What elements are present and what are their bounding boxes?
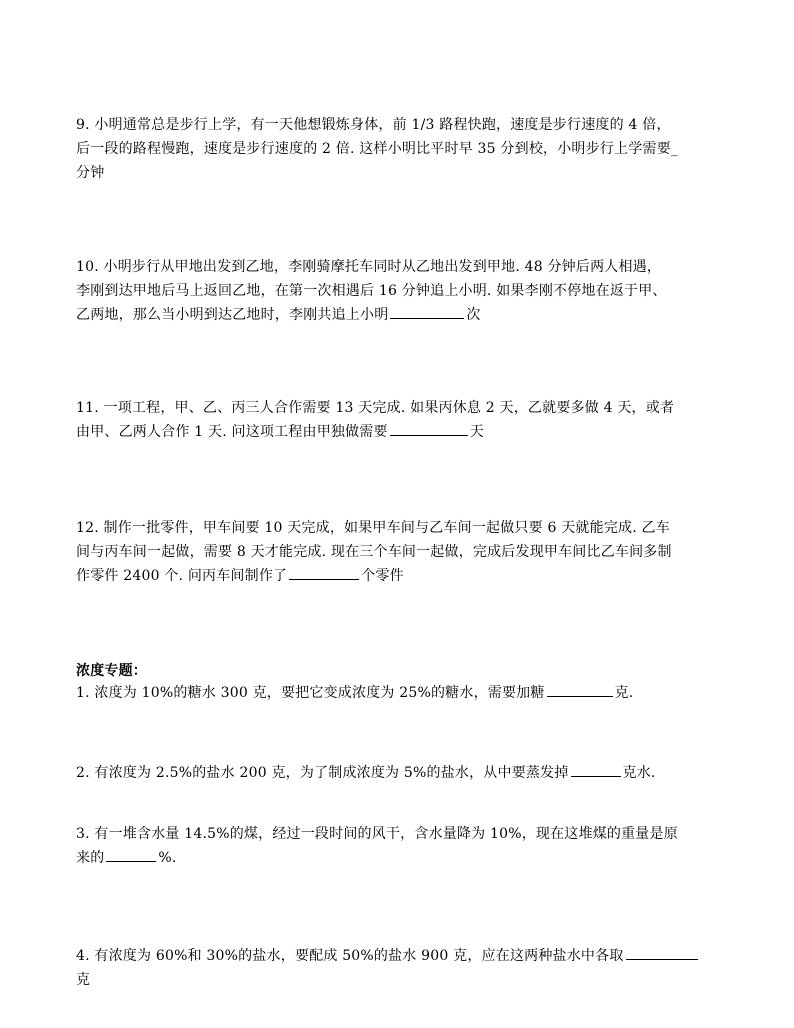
concentration-4-text: 4. 有浓度为 60%和 30%的盐水，要配成 50%的盐水 900 克，应在这两种盐水中各取 xyxy=(76,948,624,964)
concentration-problem-3 xyxy=(76,822,716,870)
problem-12-line-3 xyxy=(76,564,716,588)
problem-10-line-3 xyxy=(76,303,716,327)
concentration-4-line-2: 克 xyxy=(76,972,91,988)
concentration-problem-4 xyxy=(76,944,716,992)
concentration-1-text: 1. 浓度为 10%的糖水 300 克，要把它变成浓度为 25%的糖水，需要加糖 xyxy=(76,685,545,701)
problem-9-line-1: 9. 小明通常总是步行上学，有一天他想锻炼身体，前 1/3 路程快跑，速度是步行速度的 4 倍， xyxy=(76,117,671,133)
problem-11-line-2 xyxy=(76,420,716,444)
concentration-4-line-1 xyxy=(76,944,716,968)
concentration-problem-2 xyxy=(76,761,716,785)
concentration-3-unit: %. xyxy=(158,850,177,866)
answer-blank[interactable] xyxy=(547,681,613,697)
section-title: 浓度专题： xyxy=(76,663,147,679)
problem-11-line-1: 11. 一项工程，甲、乙、丙三人合作需要 13 天完成. 如果丙休息 2 天，乙就要多做 4 天，或者 xyxy=(76,400,675,416)
concentration-1-unit: 克. xyxy=(614,685,634,701)
answer-blank[interactable] xyxy=(106,846,156,862)
problem-12-line-1: 12. 制作一批零件，甲车间要 10 天完成，如果甲车间与乙车间一起做只要 6 天就能完成. 乙车 xyxy=(76,520,670,536)
problem-12-text: 作零件 2400 个. 问丙车间制作了 xyxy=(76,568,288,584)
answer-blank[interactable] xyxy=(626,944,698,960)
answer-blank[interactable] xyxy=(571,761,621,777)
concentration-3-line-1: 3. 有一堆含水量 14.5%的煤，经过一段时间的风干，含水量降为 10%，现在这堆煤的重量是原 xyxy=(76,826,678,842)
problem-9-line-3: 分钟 xyxy=(76,165,105,181)
concentration-2-text: 2. 有浓度为 2.5%的盐水 200 克，为了制成浓度为 5%的盐水，从中要蒸发掉 xyxy=(76,765,569,781)
problem-10-line-2: 李刚到达甲地后马上返回乙地，在第一次相遇后 16 分钟追上小明. 如果李刚不停地在返于甲、 xyxy=(76,283,667,299)
problem-10-line-1: 10. 小明步行从甲地出发到乙地，李刚骑摩托车同时从乙地出发到甲地. 48 分钟后两人相遇， xyxy=(76,259,662,275)
problem-12-unit: 个零件 xyxy=(361,568,404,584)
problem-10 xyxy=(76,255,716,327)
problem-12 xyxy=(76,516,716,588)
problem-12-line-2: 间与丙车间一起做，需要 8 天才能完成. 现在三个车间一起做，完成后发现甲车间比乙车间多制 xyxy=(76,544,672,560)
problem-11 xyxy=(76,396,716,444)
concentration-3-text: 来的 xyxy=(76,850,105,866)
problem-10-text: 乙两地，那么当小明到达乙地时，李刚共追上小明 xyxy=(76,307,389,323)
concentration-problem-1 xyxy=(76,681,716,705)
concentration-2-unit: 克水. xyxy=(622,765,656,781)
concentration-3-line-2 xyxy=(76,846,716,870)
problem-9-line-2: 后一段的路程慢跑，速度是步行速度的 2 倍. 这样小明比平时早 35 分到校，小明步行上学需要_ xyxy=(76,141,679,157)
problem-11-unit: 天 xyxy=(469,424,484,440)
problem-9 xyxy=(76,113,716,185)
answer-blank[interactable] xyxy=(390,303,464,319)
answer-blank[interactable] xyxy=(289,564,359,580)
answer-blank[interactable] xyxy=(390,420,468,436)
problem-10-unit: 次 xyxy=(466,307,481,323)
problem-11-text: 由甲、乙两人合作 1 天. 问这项工程由甲独做需要 xyxy=(76,424,388,440)
